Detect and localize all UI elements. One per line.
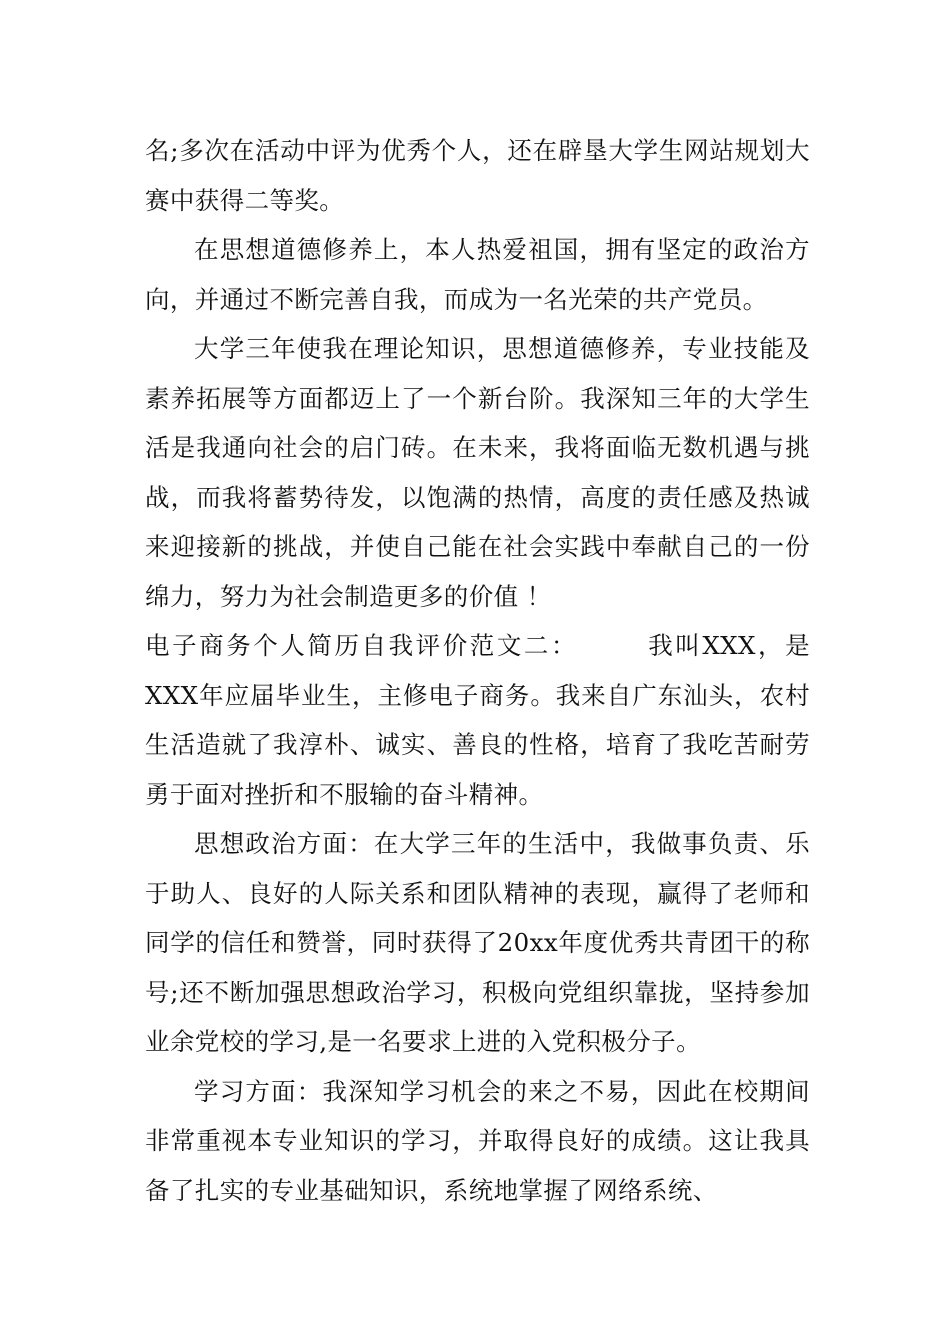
- section-two: [145, 621, 810, 819]
- paragraph-continuation: 名;多次在活动中评为优秀个人，还在辟垦大学生网站规划大赛中获得二等奖。: [145, 136, 810, 215]
- paragraph-three-years-summary: 大学三年使我在理论知识，思想道德修养，专业技能及素养拓展等方面都迈上了一个新台阶。我深知三年的大学生活是我通向社会的启门砖。在未来，我将面临无数机遇与挑战，而我将蓄势待发，以饱满的热情，高度的责任感及热诚来迎接新的挑战，并使自己能在社会实践中奉献自己的一份绵力，努力为社会制造更多的价值 ！: [145, 334, 810, 611]
- document-body: [145, 126, 810, 1215]
- paragraph-political-thought: 思想政治方面：在大学三年的生活中，我做事负责、乐于助人、良好的人际关系和团队精神的表现，赢得了老师和同学的信任和赞誉，同时获得了20xx年度优秀共青团干的称号;还不断加强思想政治学习，积极向党组织靠拢，坚持参加业余党校的学习,是一名要求上进的入党积极分子。: [145, 829, 810, 1056]
- section-intro: 我叫XXX，是XXX年应届毕业生，主修电子商务。我来自广东汕头，农村生活造就了我淳朴、诚实、善良的性格，培育了我吃苦耐劳勇于面对挫折和不服输的奋斗精神。: [145, 631, 810, 809]
- paragraph-study: 学习方面：我深知学习机会的来之不易，因此在校期间非常重视本专业知识的学习，并取得良好的成绩。这让我具备了扎实的专业基础知识，系统地掌握了网络系统、: [145, 1076, 810, 1205]
- paragraph-moral-cultivation: 在思想道德修养上，本人热爱祖国，拥有坚定的政治方向，并通过不断完善自我，而成为一名光荣的共产党员。: [145, 235, 810, 314]
- section-title: 电子商务个人简历自我评价范文二：: [145, 631, 579, 660]
